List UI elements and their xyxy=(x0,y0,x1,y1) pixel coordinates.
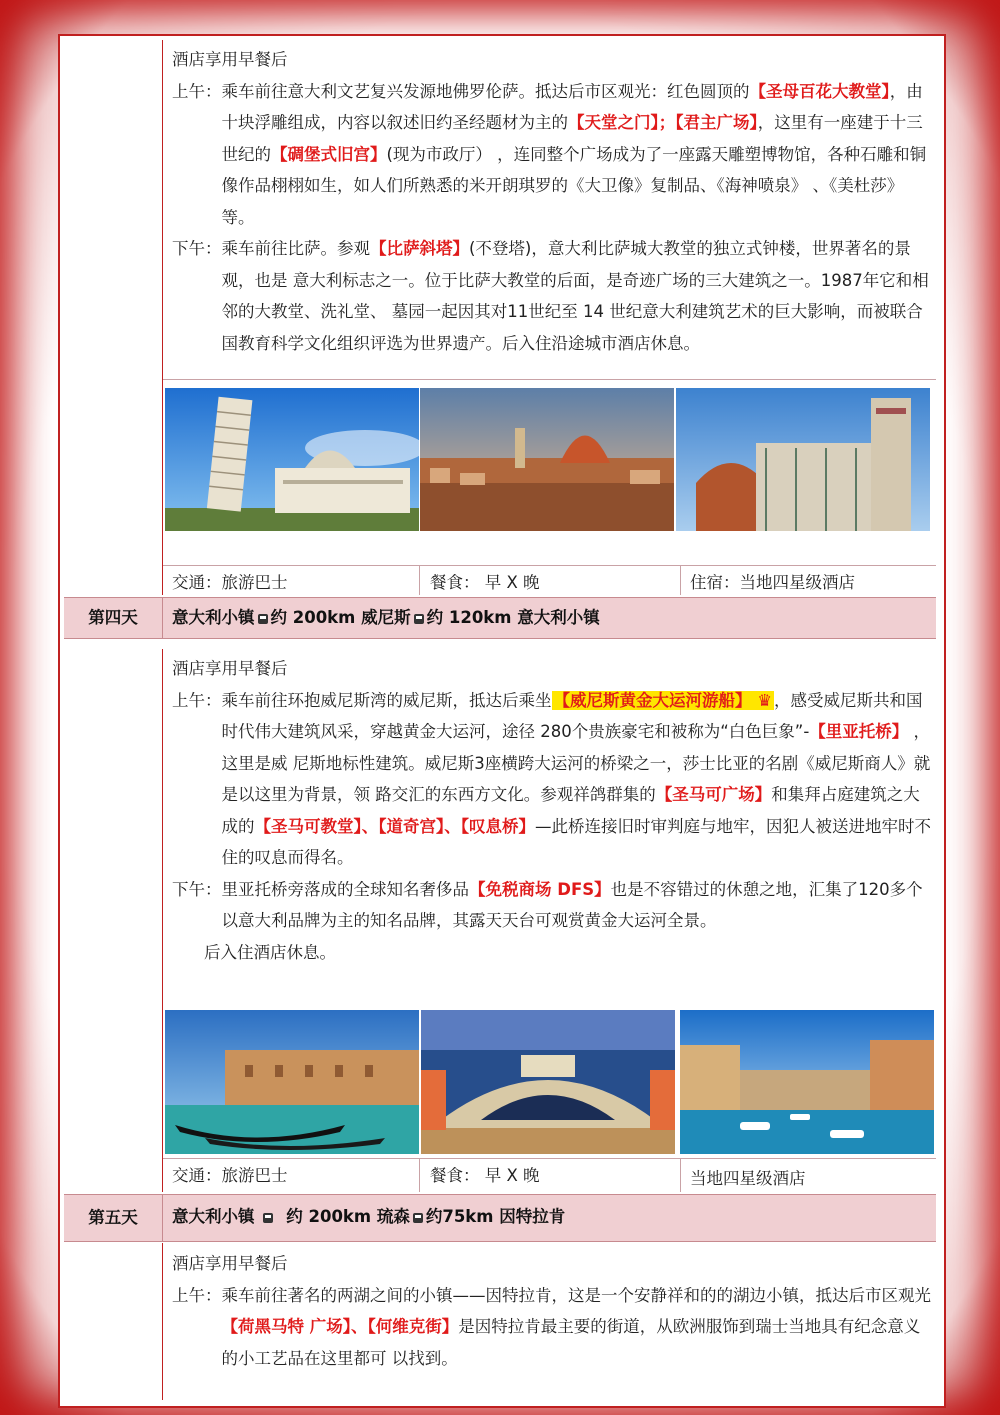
day4-activities xyxy=(172,653,932,968)
bus-icon xyxy=(258,614,268,624)
sight-bridge-of-sighs: 【叹息桥】 xyxy=(460,816,535,836)
day3-activities xyxy=(172,44,932,359)
divider xyxy=(163,379,936,380)
day5-morning: 上午： 乘车前往著名的两湖之间的小镇——因特拉肯，这是一个安静祥和的的湖边小镇，抵达后市区观光【荷黑马特 广场】、【何维克街】是因特拉肯最主要的街道，从欧洲服饰到瑞士当地具有纪念意义的小工艺品在这里都可 以找到。 xyxy=(172,1285,931,1368)
photo-rialto-bridge xyxy=(421,1010,675,1154)
divider xyxy=(163,565,936,566)
sight-rialto-bridge: 【里亚托桥】 xyxy=(809,722,909,741)
bus-icon xyxy=(414,614,424,624)
photo-venice-canal xyxy=(680,1010,934,1154)
day4-route: 意大利小镇 约 200km 威尼斯 约 120km 意大利小镇 xyxy=(172,608,600,627)
day3-meals: 餐食： 早 X 晚 xyxy=(430,573,540,592)
photo-venice-gondolas xyxy=(165,1010,419,1154)
bus-icon xyxy=(413,1213,423,1223)
day4-meals: 餐食： 早 X 晚 xyxy=(430,1166,540,1185)
day3-hotel: 住宿：当地四星级酒店 xyxy=(690,573,855,592)
photo-pisa-tower xyxy=(165,388,419,531)
day3-morning: 上午： 乘车前往意大利文艺复兴发源地佛罗伦萨。抵达后市区观光：红色圆顶的【圣母百花大教堂】，由十块浮雕组成，内容以叙述旧约圣经题材为主的【天堂之门】；【君主广场】，这里有一座建于十三世纪的【碉堡式旧宫】(现为市政厅） ，连同整个广场成为了一座露天雕塑博物馆，各种石雕和铜像作品栩栩如生，如人们所熟悉的米开朗琪罗的《大卫像》复制品、《海神喷泉》 、《美杜莎》等。 xyxy=(172,81,927,227)
sight-santa-maria-del-fiore: 【圣母百花大教堂】 xyxy=(749,81,890,101)
sight-piazza-della-signoria: 【君主广场】 xyxy=(675,113,758,132)
day-column-blank xyxy=(64,1243,163,1400)
day4-header xyxy=(64,597,936,639)
photo-florence-panorama xyxy=(420,388,674,531)
day5-route: 意大利小镇 约 200km 琉森 约75km 因特拉肯 xyxy=(172,1207,566,1226)
day4-afternoon: 下午： 里亚托桥旁落成的全球知名奢侈品【免税商场 DFS】也是不容错过的休憩之地，汇集了120多个以意大利品牌为主的知名品牌，其露天天台可观赏黄金大运河全景。 xyxy=(172,879,923,930)
day5-label: 第五天 xyxy=(64,1195,163,1241)
sight-piazza-san-marco: 【圣马可广场】 xyxy=(655,785,772,804)
day4-breakfast: 酒店享用早餐后 xyxy=(172,659,288,678)
photo-florence-cathedral xyxy=(676,388,930,531)
day5-activities xyxy=(172,1248,932,1374)
sight-basilica-san-marco: 【圣马可教堂】 xyxy=(254,816,362,836)
day-column-blank xyxy=(64,649,163,1192)
sight-dfs: 【免税商场 DFS】 xyxy=(469,879,611,899)
day3-transport: 交通：旅游巴士 xyxy=(172,573,288,592)
day-column-blank xyxy=(64,40,163,595)
day5-header xyxy=(64,1194,936,1242)
bus-icon xyxy=(263,1213,273,1223)
sight-palazzo-vecchio: 【碉堡式旧宫】 xyxy=(271,144,387,164)
day3-afternoon: 下午： 乘车前往比萨。参观【比萨斜塔】(不登塔)，意大利比萨城大教堂的独立式钟楼，世界著名的景观，也是 意大利标志之一。位于比萨大教堂的后面，是奇迹广场的三大建筑之一。1987年它和相邻的大教堂、洗礼堂、 墓园一起因其对11世纪至 14 世纪意大利建筑艺术的巨大影响，而被联合国教育科学文化组织评选为世界遗产。后入住沿途城市酒店休息。 xyxy=(172,239,929,353)
day4-after: 后入住酒店休息。 xyxy=(204,942,336,962)
day5-breakfast: 酒店享用早餐后 xyxy=(172,1254,288,1273)
crown-icon: ♛ xyxy=(757,690,773,710)
sight-grand-canal-cruise: 【威尼斯黄金大运河游船】 ♛ xyxy=(553,690,773,710)
sight-doges-palace: 【道奇宫】 xyxy=(378,816,445,836)
sight-gates-of-paradise: 【天堂之门】 xyxy=(568,113,659,132)
day4-transport: 交通：旅游巴士 xyxy=(172,1166,288,1185)
divider xyxy=(163,1158,936,1159)
day4-hotel: 当地四星级酒店 xyxy=(690,1169,806,1188)
sight-leaning-tower: 【比萨斜塔】 xyxy=(370,239,469,258)
sight-hoheweg-square: 【荷黑马特 广场】 xyxy=(221,1317,351,1336)
day4-label: 第四天 xyxy=(64,598,163,638)
day4-morning: 上午： 乘车前往环抱威尼斯湾的威尼斯，抵达后乘坐 【威尼斯黄金大运河游船】 ♛ ，感受威尼斯共和国 时代伟大建筑风采，穿越黄金大运河，途径 280个贵族豪宅和被称为“白色巨象”-【里亚托桥】 ，这里是威 尼斯地标性建筑。威尼斯3座横跨大运河的桥梁之一，莎士比亚的名剧《威尼斯商人》就是以这里为背景，领 路交汇的东西方文化。参观祥鸽群集的【圣马可广场】和集拜占庭建筑之大成的【圣马可教堂】、【道奇宫】、【叹息桥】—此桥连接旧时审判庭与地牢，因犯人被送进地牢时不住的叹息而得名。 xyxy=(172,690,931,867)
sight-hoheweg-street: 【何维克街】 xyxy=(367,1317,459,1336)
day3-breakfast: 酒店享用早餐后 xyxy=(172,50,288,69)
